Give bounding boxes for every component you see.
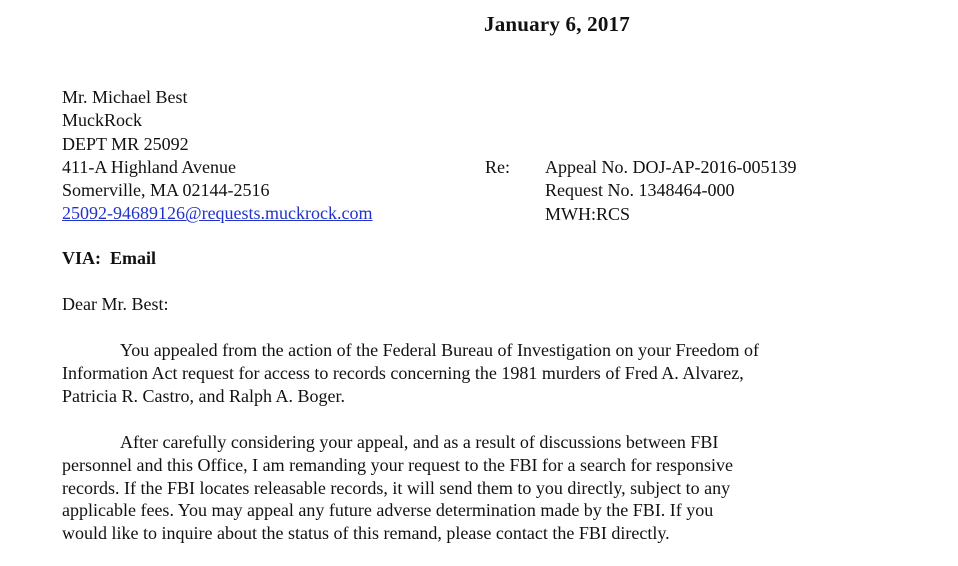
recipient-dept: DEPT MR 25092: [62, 133, 189, 154]
recipient-organization: MuckRock: [62, 110, 142, 131]
paragraph-line: You appealed from the action of the Federal Bureau of Investigation on your Freedom of: [120, 340, 759, 360]
paragraph-line: Information Act request for access to records concerning the 1981 murders of Fred A. Alvarez,: [62, 362, 744, 383]
paragraph-line: records. If the FBI locates releasable records, it will send them to you directly, subject to any: [62, 477, 731, 498]
letter-date: January 6, 2017: [484, 12, 630, 36]
reference-block: [545, 156, 796, 226]
appeal-number: Appeal No. DOJ-AP-2016-005139: [545, 157, 797, 177]
recipient-email-link[interactable]: 25092-94689126@requests.muckrock.com: [62, 203, 373, 224]
paragraph-line: Patricia R. Castro, and Ralph A. Boger.: [62, 385, 345, 406]
paragraph-line: personnel and this Office, I am remanding your request to the FBI for a search for responsive: [62, 454, 733, 475]
paragraph-line: applicable fees. You may appeal any future adverse determination made by the FBI. If you: [62, 500, 714, 521]
salutation: Dear Mr. Best:: [62, 294, 169, 314]
paragraph-line: would like to inquire about the status of this remand, please contact the FBI directly.: [62, 523, 670, 544]
recipient-name: Mr. Michael Best: [62, 87, 188, 107]
recipient-address: [62, 86, 373, 226]
paragraph-remand-decision: [62, 431, 733, 545]
reference-initials: MWH:RCS: [545, 203, 631, 224]
delivery-method: VIA: Email: [62, 248, 156, 268]
reference-label: Re:: [485, 157, 510, 177]
paragraph-appeal-summary: [62, 339, 759, 407]
recipient-city-state-zip: Somerville, MA 02144-2516: [62, 180, 270, 201]
recipient-street: 411-A Highland Avenue: [62, 156, 236, 177]
paragraph-line: After carefully considering your appeal, and as a result of discussions between FBI: [120, 432, 719, 452]
request-number: Request No. 1348464-000: [545, 180, 735, 201]
